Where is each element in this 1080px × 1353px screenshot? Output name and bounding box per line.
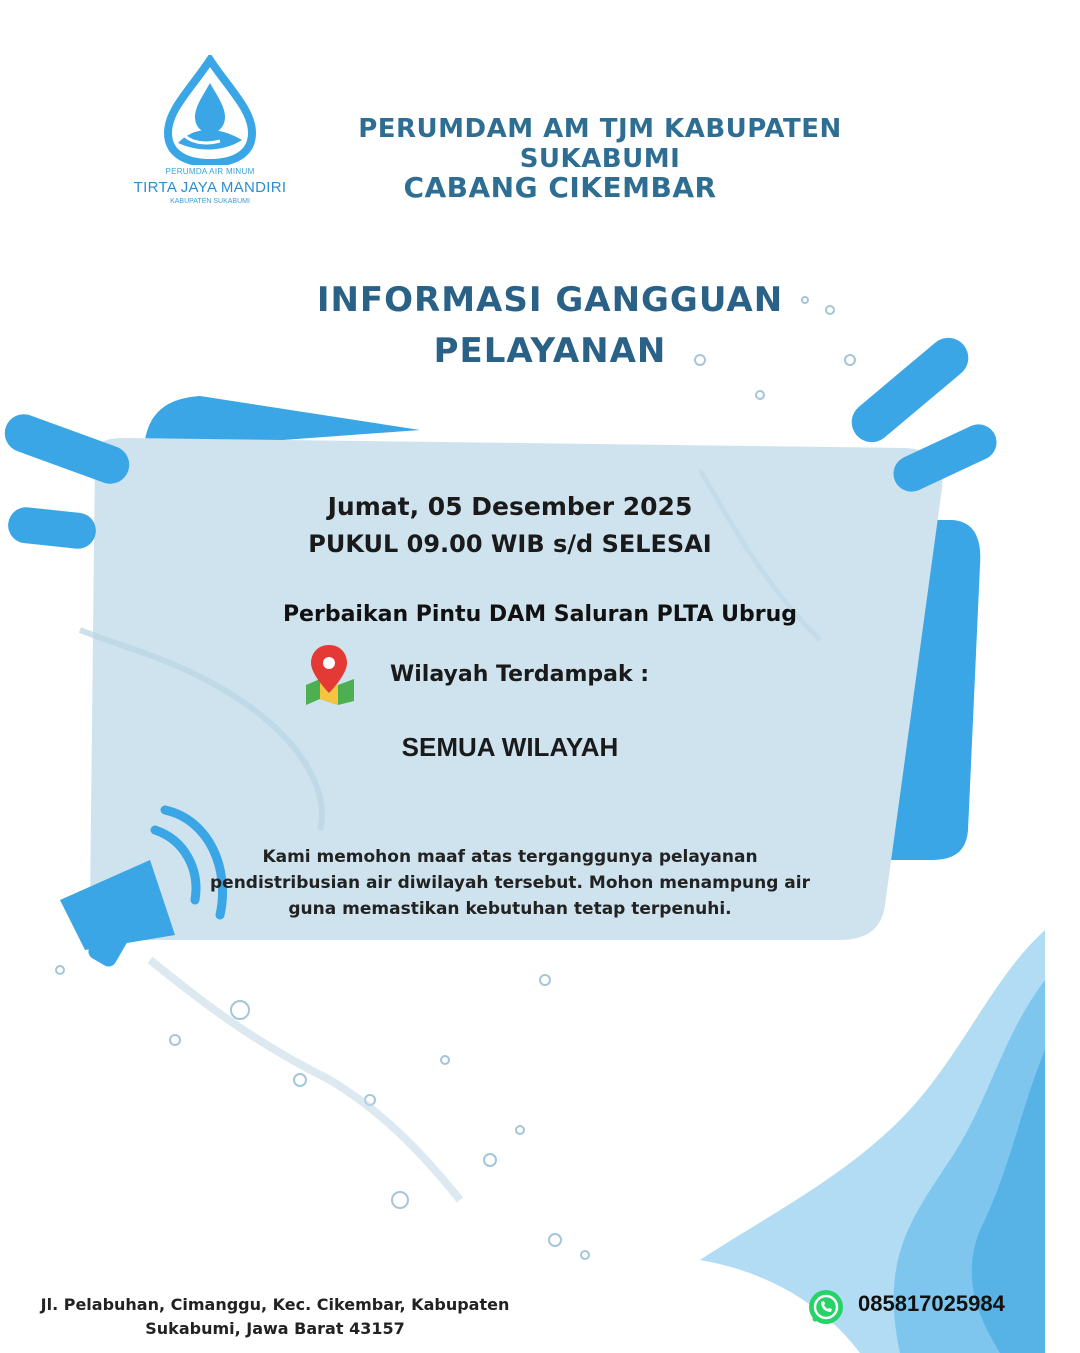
logo-caption-bottom: KABUPATEN SUKABUMI: [170, 198, 250, 205]
notice-work-description: Perbaikan Pintu DAM Saluran PLTA Ubrug: [282, 602, 798, 627]
apology-message: [190, 844, 830, 922]
address-line: Jl. Pelabuhan, Cimanggu, Kec. Cikembar, Kabupaten: [40, 1295, 510, 1314]
water-drop-logo-icon: [160, 55, 260, 165]
whatsapp-icon: [807, 1288, 845, 1326]
logo-name: TIRTA JAYA MANDIRI: [133, 179, 287, 196]
address-line: Sukabumi, Jawa Barat 43157: [145, 1319, 405, 1338]
burst-stroke: [888, 418, 1003, 497]
phone-number: 085817025984: [858, 1291, 1005, 1316]
notice-time: PUKUL 09.00 WIB s/d SELESAI: [308, 530, 712, 558]
page-title-line1: INFORMASI GANGGUAN: [316, 280, 784, 320]
message-line: guna memastikan kebutuhan tetap terpenuhi.: [288, 899, 732, 919]
map-pin-icon: [300, 643, 358, 705]
branch-name: CABANG CIKEMBAR: [403, 171, 717, 204]
organization-name: PERUMDAM AM TJM KABUPATEN SUKABUMI: [358, 114, 842, 174]
footer-address: [40, 1293, 510, 1341]
logo-caption-top: PERUMDA AIR MINUM: [165, 167, 255, 176]
message-line: pendistribusian air diwilayah tersebut. Mohon menampung air: [210, 873, 810, 893]
message-line: Kami memohon maaf atas terganggunya pelayanan: [262, 847, 758, 867]
affected-region-label: Wilayah Terdampak :: [390, 662, 650, 687]
burst-stroke: [844, 330, 977, 451]
page-title-line2: PELAYANAN: [433, 331, 667, 371]
notice-date: Jumat, 05 Desember 2025: [327, 492, 693, 521]
burst-stroke: [6, 505, 97, 550]
burst-stroke: [0, 409, 135, 489]
affected-region-value: SEMUA WILAYAH: [401, 732, 619, 762]
